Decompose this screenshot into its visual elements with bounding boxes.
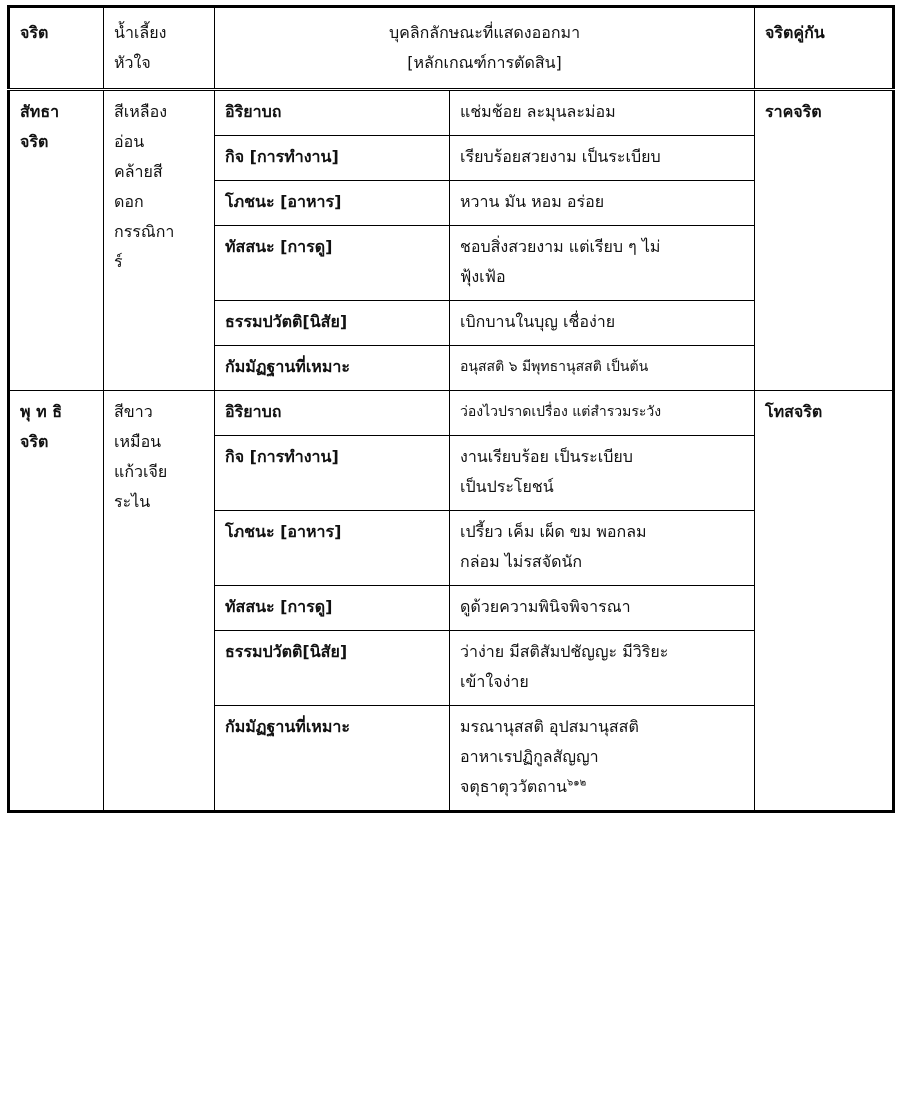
trait-label: โภชนะ [อาหาร] — [215, 511, 450, 586]
paired-carita: โทสจริต — [755, 391, 894, 812]
document-page — [7, 5, 892, 813]
trait-value: งานเรียบร้อย เป็นระเบียบ เป็นประโยชน์ — [450, 436, 755, 511]
footnote-marker: ๖๑๒ — [566, 777, 587, 789]
table-row — [9, 90, 894, 136]
paired-carita: ราคจริต — [755, 90, 894, 391]
trait-value: เบิกบานในบุญ เชื่อง่าย — [450, 301, 755, 346]
trait-label: ธรรมปวัตติ[นิสัย] — [215, 631, 450, 706]
trait-label: ธรรมปวัตติ[นิสัย] — [215, 301, 450, 346]
trait-value: มรณานุสสติ อุปสมานุสสติ อาหาเรปฏิกูลสัญญา จตุธาตุววัตถาน$^{๖๑๒}$ — [450, 706, 755, 812]
table-row — [9, 391, 894, 436]
carita-table — [7, 5, 895, 813]
trait-value: เรียบร้อยสวยงาม เป็นระเบียบ — [450, 136, 755, 181]
trait-value: ดูด้วยความพินิจพิจารณา — [450, 586, 755, 631]
trait-label: อิริยาบถ — [215, 90, 450, 136]
trait-value: หวาน มัน หอม อร่อย — [450, 181, 755, 226]
heart-color: สีขาว เหมือน แก้วเจีย ระไน — [104, 391, 215, 812]
trait-label: อิริยาบถ — [215, 391, 450, 436]
trait-value: ว่าง่าย มีสติสัมปชัญญะ มีวิริยะ เข้าใจง่าย — [450, 631, 755, 706]
trait-label: กัมมัฏฐานที่เหมาะ — [215, 706, 450, 812]
header-carita: จริต — [9, 7, 104, 90]
trait-value: ชอบสิ่งสวยงาม แต่เรียบ ๆ ไม่ ฟุ้งเฟ้อ — [450, 226, 755, 301]
header-heart-color: น้ำเลี้ยง หัวใจ — [104, 7, 215, 90]
trait-label: กิจ [การทำงาน] — [215, 436, 450, 511]
trait-value: แช่มช้อย ละมุนละม่อม — [450, 90, 755, 136]
trait-label: โภชนะ [อาหาร] — [215, 181, 450, 226]
trait-value: ว่องไวปราดเปรื่อง แต่สำรวมระวัง — [450, 391, 755, 436]
heart-color: สีเหลือง อ่อน คล้ายสี ดอก กรรณิกา ร์ — [104, 90, 215, 391]
carita-name: สัทธา จริต — [9, 90, 104, 391]
header-traits: บุคลิกลักษณะที่แสดงออกมา [หลักเกณฑ์การตัดสิน] — [215, 7, 755, 90]
trait-label: กิจ [การทำงาน] — [215, 136, 450, 181]
trait-label: ทัสสนะ [การดู] — [215, 586, 450, 631]
table-header-row — [9, 7, 894, 90]
trait-label: ทัสสนะ [การดู] — [215, 226, 450, 301]
carita-name: พุ ท ธิ จริต — [9, 391, 104, 812]
trait-label: กัมมัฏฐานที่เหมาะ — [215, 346, 450, 391]
header-paired: จริตคู่กัน — [755, 7, 894, 90]
trait-value: อนุสสติ ๖ มีพุทธานุสสติ เป็นต้น — [450, 346, 755, 391]
trait-value: เปรี้ยว เค็ม เผ็ด ขม พอกลม กล่อม ไม่รสจัดนัก — [450, 511, 755, 586]
